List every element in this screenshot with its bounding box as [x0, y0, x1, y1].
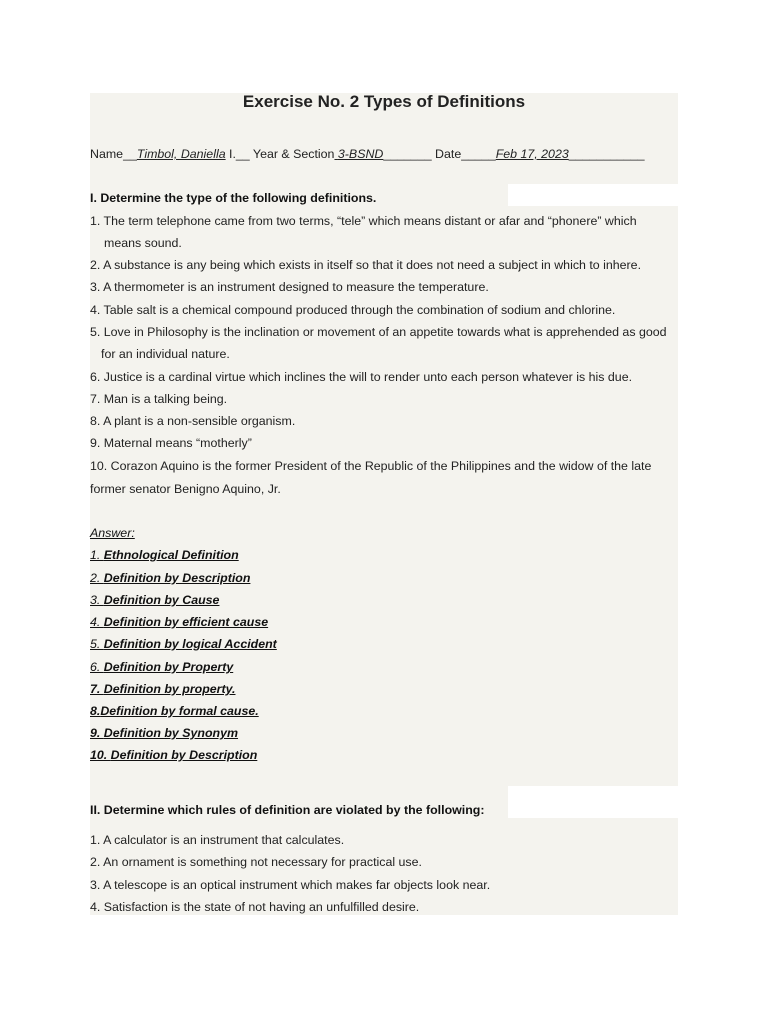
name-value: Timbol, Daniella	[136, 147, 226, 161]
answer-number: 9.	[90, 726, 104, 740]
answer-item	[90, 615, 268, 629]
answer-text: Definition by formal cause.	[100, 704, 259, 718]
question-item-cont: former senator Benigno Aquino, Jr.	[90, 482, 281, 496]
answer-number: 8.	[90, 704, 101, 718]
answer-number: 2.	[90, 571, 104, 585]
answer-text: Ethnological Definition	[103, 548, 239, 562]
question-item: 3. A telescope is an optical instrument which makes far objects look near.	[90, 878, 491, 892]
question-item: 8. A plant is a non-sensible organism.	[90, 414, 296, 428]
year-value: 3-BSND	[337, 147, 384, 161]
question-item-cont: for an individual nature.	[101, 347, 230, 361]
answer-number: 3.	[90, 593, 104, 607]
answer-text: Definition by logical Accident	[103, 637, 277, 651]
answer-number: 7.	[90, 682, 104, 696]
question-item: 10. Corazon Aquino is the former President of the Republic of the Philippines and the widow of the late	[90, 459, 652, 473]
answer-item	[90, 748, 257, 762]
answer-item	[90, 704, 259, 718]
answer-number: 6.	[90, 660, 104, 674]
header-line	[90, 147, 645, 161]
document-title: Exercise No. 2 Types of Definitions	[242, 92, 526, 111]
answer-text: Definition by property.	[103, 682, 236, 696]
question-item: 1. A calculator is an instrument that calculates.	[90, 833, 345, 847]
answer-text: Definition by Description	[110, 748, 258, 762]
question-item: 3. A thermometer is an instrument designed to measure the temperature.	[90, 280, 489, 294]
answer-text: Definition by Description	[103, 571, 251, 585]
answer-item	[90, 548, 239, 562]
question-item: 5. Love in Philosophy is the inclination or movement of an appetite towards what is apprehended as good	[90, 325, 667, 339]
answer-item	[90, 637, 277, 651]
answer-label: Answer:	[90, 526, 135, 540]
answer-item	[90, 571, 250, 585]
name-blank: I.__	[225, 147, 250, 161]
answer-number: 10.	[90, 748, 111, 762]
question-item-cont: means sound.	[104, 236, 182, 250]
question-item: 1. The term telephone came from two terms, “tele” which means distant or afar and “phonere” which	[90, 214, 637, 228]
date-value: Feb 17, 2023	[495, 147, 569, 161]
answer-number: 4.	[90, 615, 104, 629]
page-gap	[508, 786, 678, 818]
answer-text: Definition by efficient cause	[103, 615, 269, 629]
name-blank: __	[123, 147, 137, 161]
question-item: 2. A substance is any being which exists in itself so that it does not need a subject in which to inhere.	[90, 258, 642, 272]
year-blank: _______	[383, 147, 432, 161]
question-item: 4. Satisfaction is the state of not having an unfulfilled desire.	[90, 900, 420, 914]
date-blank: ___________	[568, 147, 645, 161]
answer-text: Definition by Property	[103, 660, 234, 674]
date-label: Date	[431, 147, 462, 161]
answer-item	[90, 726, 238, 740]
year-label: Year & Section	[249, 147, 335, 161]
part2-heading: II. Determine which rules of definition are violated by the following:	[90, 803, 485, 817]
question-item: 9. Maternal means “motherly”	[90, 436, 252, 450]
answer-item	[90, 660, 233, 674]
answer-number: 5.	[90, 637, 104, 651]
question-item: 7. Man is a talking being.	[90, 392, 228, 406]
question-item: 2. An ornament is something not necessary for practical use.	[90, 855, 422, 869]
name-label: Name	[90, 147, 124, 161]
question-item: 6. Justice is a cardinal virtue which inclines the will to render unto each person whatever is his due.	[90, 370, 633, 384]
answer-item	[90, 593, 219, 607]
page-gap	[508, 184, 678, 206]
answer-item	[90, 682, 236, 696]
answer-text: Definition by Synonym	[103, 726, 239, 740]
question-item: 4. Table salt is a chemical compound produced through the combination of sodium and chlorine.	[90, 303, 616, 317]
answer-number: 1.	[90, 548, 104, 562]
date-blank: _____	[461, 147, 496, 161]
part1-heading: I. Determine the type of the following definitions.	[90, 191, 377, 205]
answer-text: Definition by Cause	[103, 593, 220, 607]
